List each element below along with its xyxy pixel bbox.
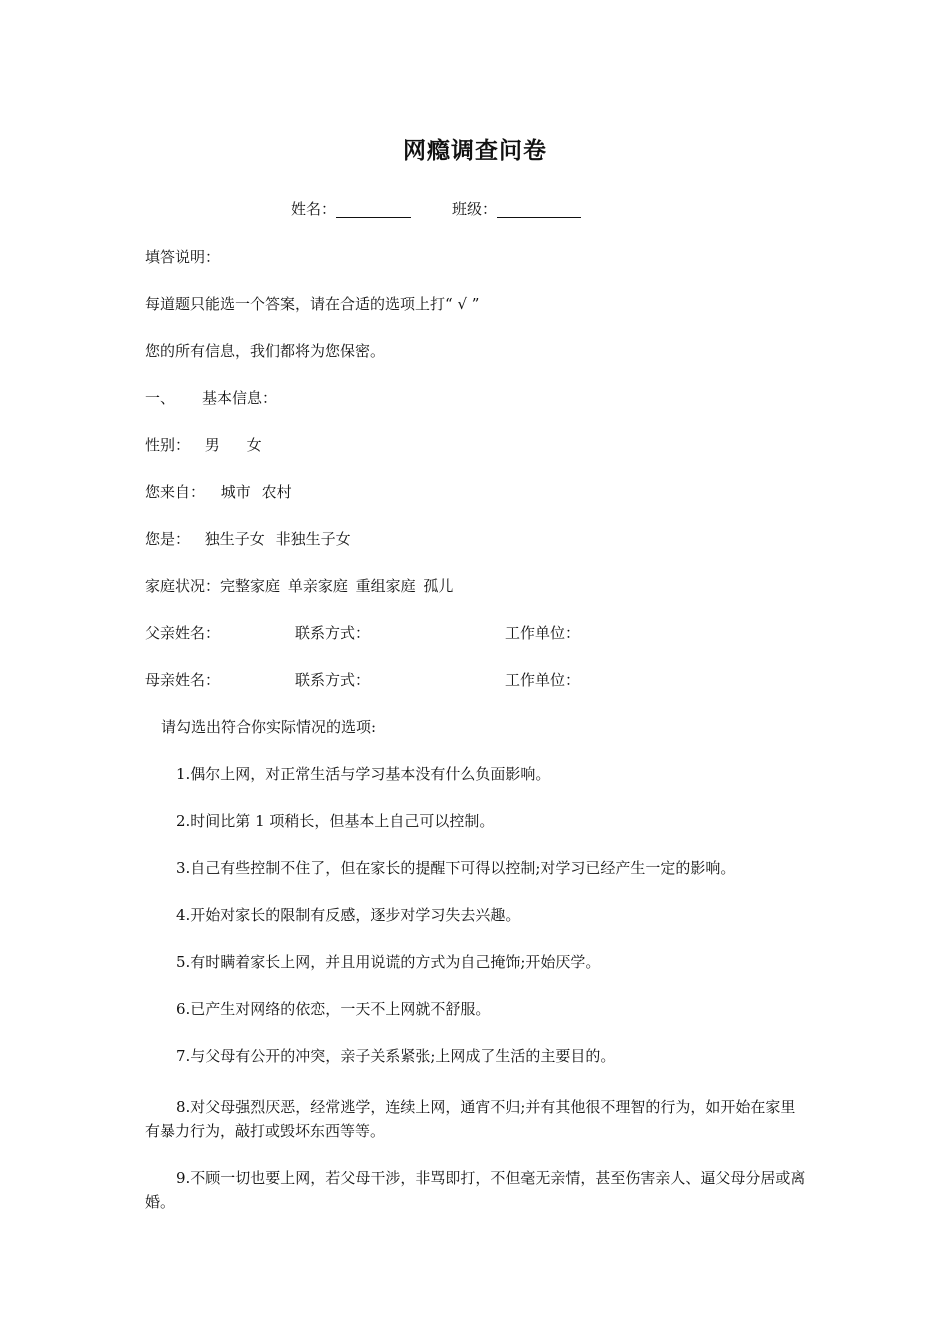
only-child-option-yes[interactable]: 独生子女 [204,530,265,548]
section-1-number: 一、 [145,389,176,407]
instructions-line-1: 每道题只能选一个答案，请在合适的选项上打“ √ ” [145,295,480,313]
name-label: 姓名： [291,200,337,218]
family-label: 家庭状况： [145,577,221,595]
option-9[interactable]: 9.不顾一切也要上网，若父母干涉，非骂即打，不但毫无亲情，甚至伤害亲人、逼父母分居或离婚。 [145,1169,806,1211]
origin-option-city[interactable]: 城市 [220,483,251,501]
option-3[interactable]: 3.自己有些控制不住了，但在家长的提醒下可得以控制;对学习已经产生一定的影响。 [176,859,736,877]
mother-work-label: 工作单位： [505,671,581,689]
name-blank[interactable] [336,201,411,218]
father-contact-label: 联系方式： [295,624,371,642]
mother-contact-label: 联系方式： [295,671,371,689]
gender-row [145,435,262,455]
option-7[interactable]: 7.与父母有公开的冲突，亲子关系紧张;上网成了生活的主要目的。 [176,1047,616,1065]
father-work-label: 工作单位： [505,624,581,642]
gender-option-male[interactable]: 男 [204,436,220,454]
section-1-title: 基本信息： [202,389,278,407]
gender-label: 性别： [145,436,191,454]
only-child-label: 您是： [145,530,191,548]
option-4[interactable]: 4.开始对家长的限制有反感，逐步对学习失去兴趣。 [176,906,521,924]
family-option-complete[interactable]: 完整家庭 [220,577,281,595]
page-title: 网瘾调查问卷 [403,138,547,164]
only-child-row [145,529,351,549]
only-child-option-no[interactable]: 非独生子女 [275,530,351,548]
instructions-line-2: 您的所有信息，我们都将为您保密。 [145,342,386,360]
family-option-blended[interactable]: 重组家庭 [355,577,416,595]
instructions-heading: 填答说明： [145,248,221,266]
origin-row [145,482,292,502]
father-name-label: 父亲姓名： [145,624,221,642]
class-field [452,199,581,219]
name-field [291,199,411,219]
options-intro: 请勾选出符合你实际情况的选项: [161,718,377,736]
option-8[interactable]: 8.对父母强烈厌恶，经常逃学，连续上网，通宵不归;并有其他很不理智的行为，如开始在家里有暴力行为，敲打或毁坏东西等等。 [145,1098,796,1140]
family-option-single-parent[interactable]: 单亲家庭 [287,577,348,595]
option-1[interactable]: 1.偶尔上网，对正常生活与学习基本没有什么负面影响。 [176,765,551,783]
origin-label: 您来自： [145,483,206,501]
option-6[interactable]: 6.已产生对网络的依恋，一天不上网就不舒服。 [176,1000,491,1018]
class-label: 班级： [452,200,498,218]
option-2[interactable]: 2.时间比第 1 项稍长，但基本上自己可以控制。 [176,812,495,830]
class-blank[interactable] [497,201,581,218]
family-row [145,576,453,596]
gender-option-female[interactable]: 女 [246,436,262,454]
family-option-orphan[interactable]: 孤儿 [423,577,454,595]
option-5[interactable]: 5.有时瞒着家长上网，并且用说谎的方式为自己掩饰;开始厌学。 [176,953,601,971]
origin-option-rural[interactable]: 农村 [261,483,292,501]
mother-name-label: 母亲姓名： [145,671,221,689]
